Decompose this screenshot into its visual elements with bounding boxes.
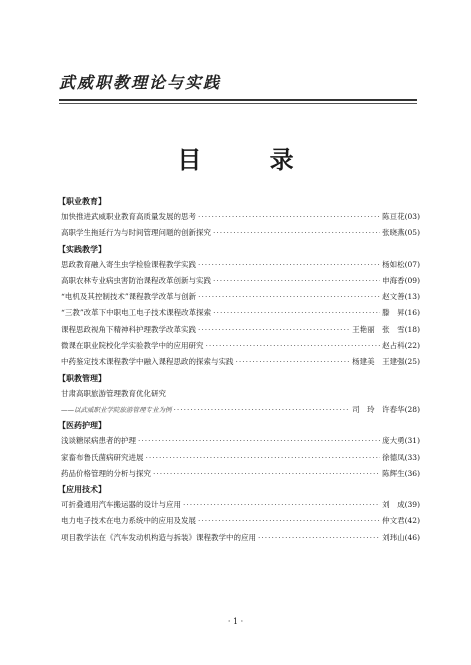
toc-entry-title: 加快推进武威职业教育高质量发展的思考 [61,212,196,221]
toc-entry[interactable] [58,497,420,513]
toc-entry-author-page: 滕 昇(16) [382,308,420,318]
section-heading: 【医药护理】 [58,421,106,431]
dot-leader [153,466,380,482]
dot-leader [146,450,381,466]
toc-entry[interactable] [58,289,420,305]
table-of-contents [58,194,420,546]
toc-entry[interactable] [58,305,420,321]
toc-entry[interactable] [58,338,420,354]
toc-entry-author-page: 司 玲 许春华(28) [352,404,420,414]
toc-entry-title: 中药鉴定技术课程教学中融入课程思政的探索与实践 [61,357,234,367]
toc-entry-title: 思政教育融入寄生虫学检验课程教学实践 [61,259,196,269]
toc-entry-author-page: 赵占科(22) [382,341,420,351]
dot-leader [206,338,381,354]
toc-entry[interactable] [58,530,420,546]
toc-entry[interactable] [58,450,420,466]
toc-entry-subtitle: ——以武威职业学院旅游管理专业为例 [61,405,172,414]
dot-leader [258,530,380,546]
toc-entry-author-page: 张晓燕(05) [382,228,420,238]
toc-heading: 目 录 [177,146,324,174]
toc-entry-author-page: 赵文善(13) [382,292,420,302]
toc-entry-author-page: 陈辉生(36) [382,468,420,478]
dot-leader [198,289,380,305]
toc-entry-title: 电力电子技术在电力系统中的应用及发展 [61,516,196,526]
dot-leader [213,273,380,289]
toc-entry-title: 可折叠通用汽车搬运器的设计与应用 [61,500,181,510]
toc-entry-title: 项目教学法在《汽车发动机构造与拆装》课程教学中的应用 [61,532,256,542]
toc-entry-author-page: 徐德凤(33) [382,452,420,462]
toc-entry-title: 药品价格管理的分析与探究 [61,468,151,478]
dot-leader [213,305,380,321]
toc-entry-author-page: 仲文君(42) [382,516,420,526]
dot-leader [174,402,351,418]
toc-entry-title: 高职学生拖延行为与时间管理问题的创新探究 [61,228,211,238]
toc-entry-author-page: 王艳丽 张 雪(18) [352,324,420,334]
dot-leader [198,513,380,529]
page-number: · 1 · [227,617,244,626]
toc-entry-author-page: 刘 成(39) [382,500,420,510]
toc-entry[interactable] [58,433,420,449]
toc-entry[interactable] [58,322,420,338]
toc-entry-author-page: 庞大勇(31) [382,436,420,446]
toc-entry-author-page: 刘玮山(46) [382,532,420,542]
toc-entry-title: 甘肃高职旅游管理教育优化研究 [61,388,166,398]
section-heading: 【实践教学】 [58,244,106,254]
section-heading: 【职业教育】 [58,197,106,206]
toc-entry[interactable] [58,513,420,529]
toc-entry[interactable] [58,209,420,225]
toc-entry-author-page: 陈亘花(03) [382,212,420,221]
section-heading: 【应用技术】 [58,485,106,495]
toc-entry-title: 微课在职业院校化学实验教学中的应用研究 [61,341,204,351]
dot-leader [183,497,380,513]
toc-entry-author-page: 申海香(09) [382,275,420,285]
toc-entry-author-page: 杨如松(07) [382,259,420,269]
dot-leader [198,257,380,273]
toc-entry[interactable] [58,354,420,370]
toc-entry[interactable] [58,273,420,289]
toc-entry-title: 浅谈糖尿病患者的护理 [61,436,136,446]
header-rule-thin [59,103,417,104]
dot-leader [198,322,350,338]
dot-leader [138,433,380,449]
toc-entry[interactable] [58,386,420,402]
section-heading: 【职教管理】 [58,373,106,383]
dot-leader [198,209,380,225]
toc-entry[interactable] [58,402,420,418]
toc-entry-title: “电机及其控制技术”课程教学改革与创新 [61,292,197,302]
toc-entry-title: “三教”改革下中职电工电子技术课程改革探索 [61,308,212,318]
dot-leader [213,225,380,241]
toc-entry-title: 高职农林专业病虫害防治课程改革创新与实践 [61,275,211,285]
toc-entry[interactable] [58,257,420,273]
dot-leader [236,354,351,370]
journal-title: 武威职教理论与实践 [59,73,222,92]
toc-entry[interactable] [58,225,420,241]
toc-entry[interactable] [58,466,420,482]
toc-entry-author-page: 杨建美 王建强(25) [352,357,420,367]
header-rule-thick [59,99,417,101]
toc-entry-title: 课程思政视角下精神科护理教学改革实践 [61,324,196,334]
toc-entry-title: 家畜布鲁氏菌病研究进展 [61,452,144,462]
